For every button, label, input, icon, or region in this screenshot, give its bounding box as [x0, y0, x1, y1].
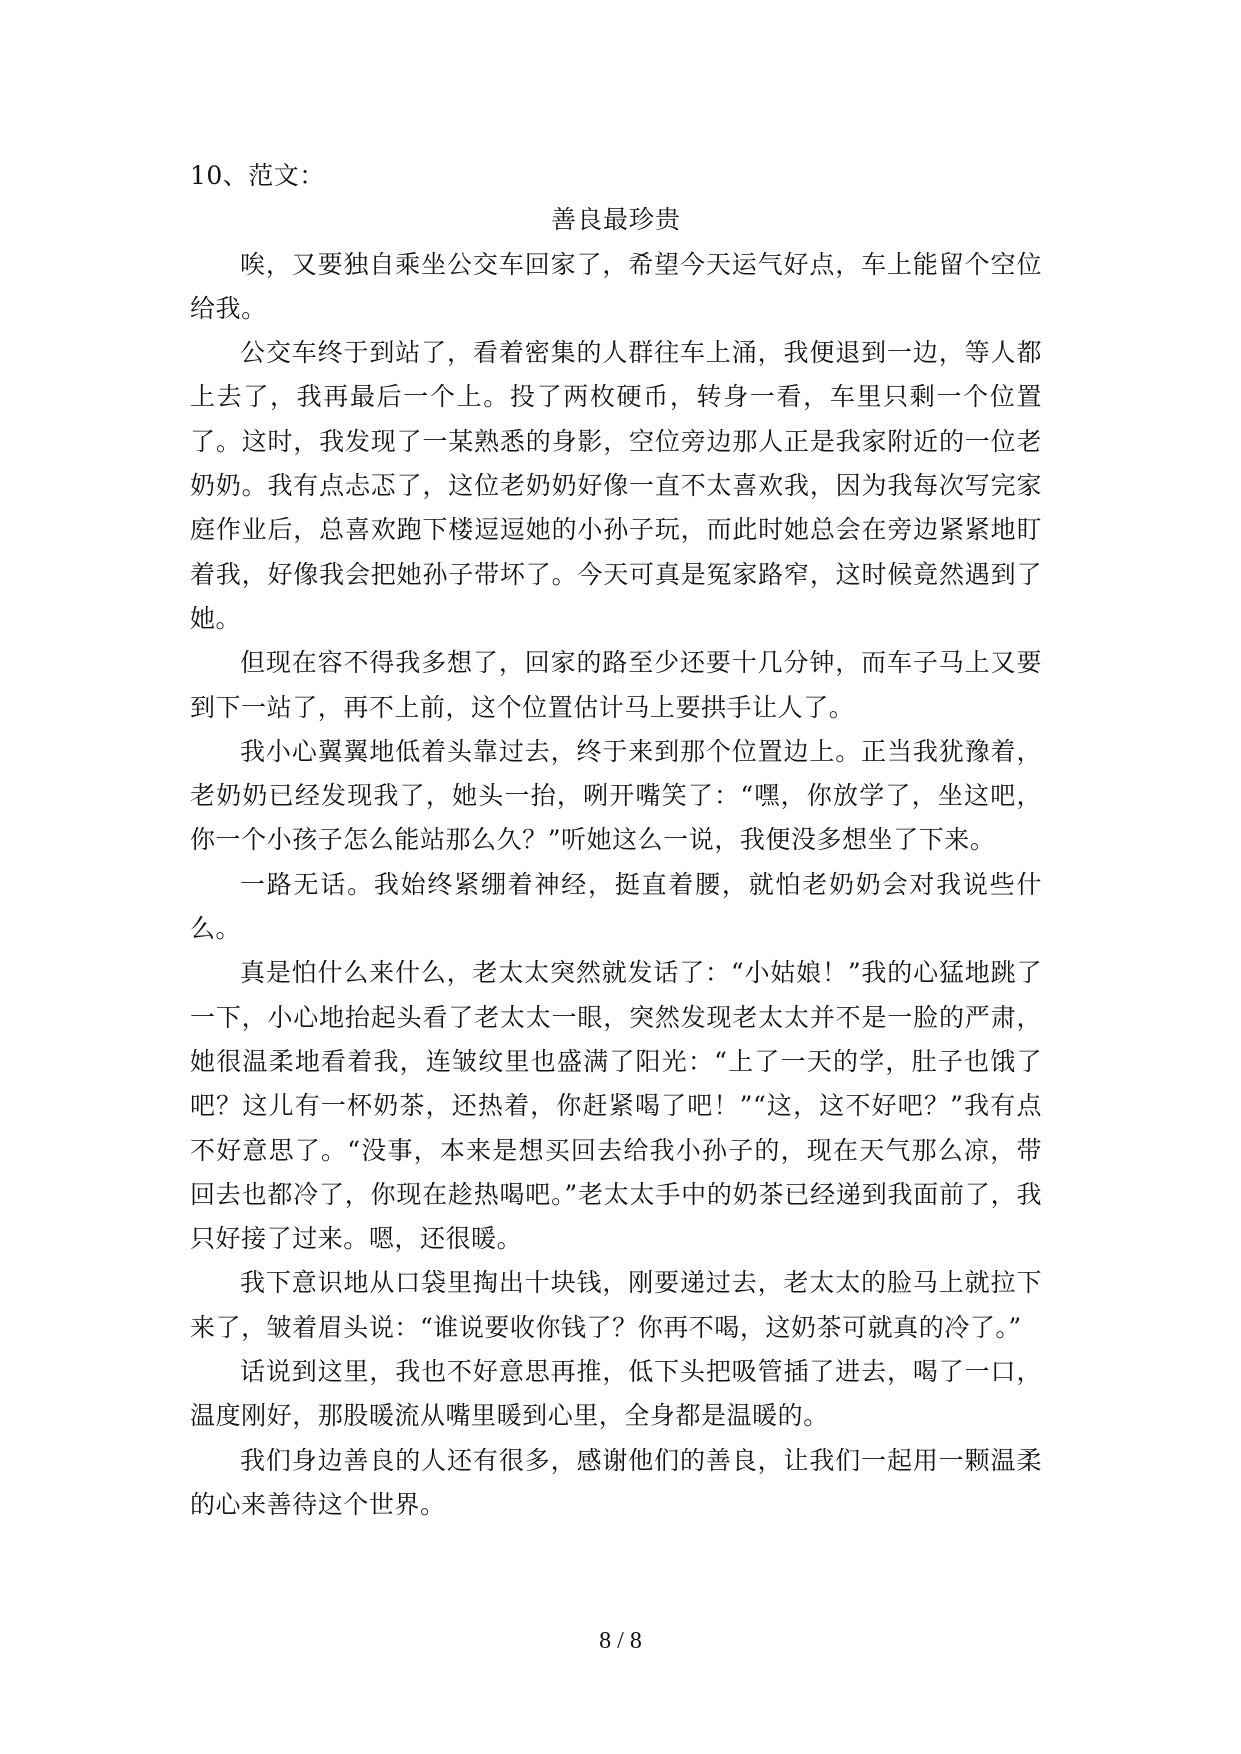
paragraph-4: 我小心翼翼地低着头靠过去，终于来到那个位置边上。正当我犹豫着，老奶奶已经发现我了，她头一抬，咧开嘴笑了：“嘿，你放学了，坐这吧，你一个小孩子怎么能站那么久？”听她这么一说，我便没多想坐了下来。 [190, 736, 1042, 855]
paragraph-1: 唉，又要独自乘坐公交车回家了，希望今天运气好点，车上能留个空位给我。 [190, 249, 1042, 323]
page-body [190, 154, 1042, 1527]
section-heading: 10、范文： [190, 161, 325, 190]
page-number: 8 / 8 [599, 1628, 642, 1654]
paragraph-8: 话说到这里，我也不好意思再推，低下头把吸管插了进去，喝了一口，温度刚好，那股暖流从嘴里暖到心里，全身都是温暖的。 [190, 1357, 1042, 1431]
essay-title: 善良最珍贵 [550, 205, 681, 235]
paragraph-9: 我们身边善良的人还有很多，感谢他们的善良，让我们一起用一颗温柔的心来善待这个世界。 [190, 1445, 1042, 1519]
paragraph-2: 公交车终于到站了，看着密集的人群往车上涌，我便退到一边，等人都上去了，我再最后一个上。投了两枚硬币，转身一看，车里只剩一个位置了。这时，我发现了一某熟悉的身影，空位旁边那人正是我家附近的一位老奶奶。我有点忐忑了，这位老奶奶好像一直不太喜欢我，因为我每次写完家庭作业后，总喜欢跑下楼逗逗她的小孙子玩，而此时她总会在旁边紧紧地盯着我，好像我会把她孙子带坏了。今天可真是冤家路窄，这时候竟然遇到了她。 [190, 338, 1042, 633]
paragraph-7: 我下意识地从口袋里掏出十块钱，刚要递过去，老太太的脸马上就拉下来了，皱着眉头说：“谁说要收你钱了？你再不喝，这奶茶可就真的冷了。” [190, 1268, 1042, 1342]
paragraph-6: 真是怕什么来什么，老太太突然就发话了：“小姑娘！”我的心猛地跳了一下，小心地抬起头看了老太太一眼，突然发现老太太并不是一脸的严肃，她很温柔地看着我，连皱纹里也盛满了阳光：“上了一天的学，肚子也饿了吧？这儿有一杯奶茶，还热着，你赶紧喝了吧！”“这，这不好吧？”我有点不好意思了。“没事，本来是想买回去给我小孙子的，现在天气那么凉，带回去也都冷了，你现在趁热喝吧。”老太太手中的奶茶已经递到我面前了，我只好接了过来。嗯，还很暖。 [190, 958, 1042, 1254]
paragraph-3: 但现在容不得我多想了，回家的路至少还要十几分钟，而车子马上又要到下一站了，再不上前，这个位置估计马上要拱手让人了。 [190, 648, 1042, 722]
paragraph-5: 一路无话。我始终紧绷着神经，挺直着腰，就怕老奶奶会对我说些什么。 [190, 869, 1042, 944]
